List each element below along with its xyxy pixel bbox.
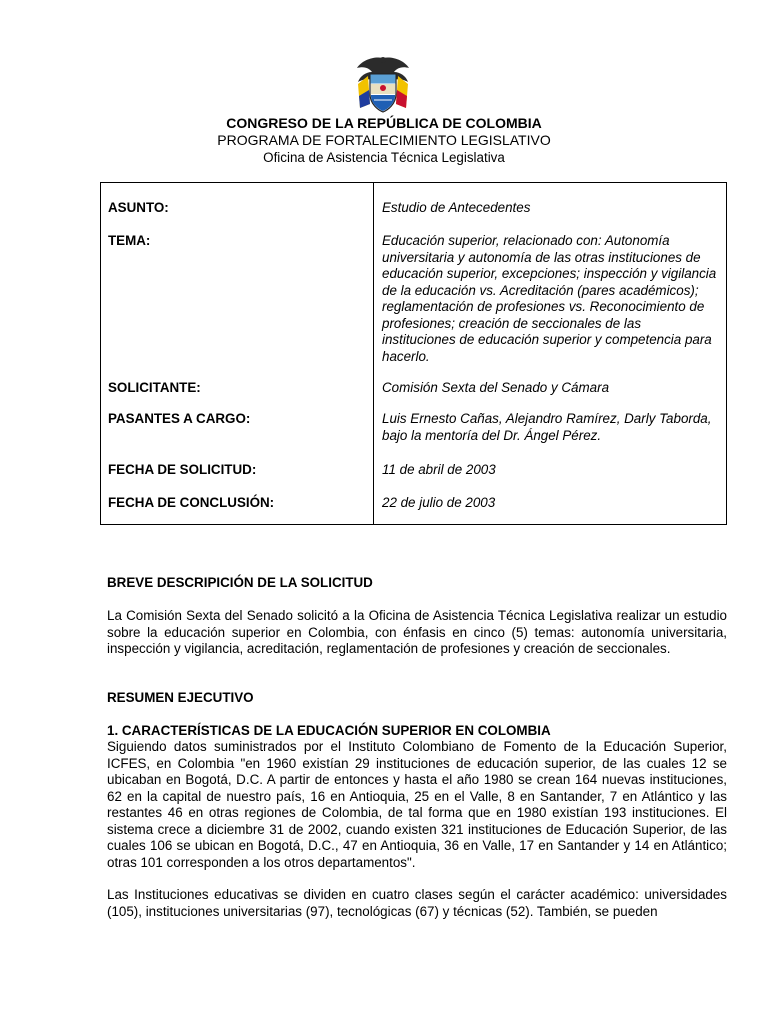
pasantes-label: PASANTES A CARGO: [108, 411, 251, 426]
coat-of-arms-icon [354, 54, 412, 114]
tema-label: TEMA: [108, 233, 151, 248]
section1-paragraph-2: Las Instituciones educativas se dividen en cuatro clases según el carácter académico: universidades (105), instituciones universitarias (97), tecnológicas (67) y técnicas (52). También, se pueden [107, 887, 727, 919]
asunto-label: ASUNTO: [108, 200, 169, 215]
table-divider [373, 183, 374, 524]
resumen-heading: RESUMEN EJECUTIVO [107, 690, 254, 705]
fecha-solicitud-label: FECHA DE SOLICITUD: [108, 462, 257, 477]
asunto-value: Estudio de Antecedentes [382, 200, 531, 215]
solicitante-label: SOLICITANTE: [108, 380, 201, 395]
tema-value: Educación superior, relacionado con: Autonomía universitaria y autonomía de las otras instituciones de educación superior, excepciones; inspección y vigilancia de la educación vs. Acreditación (pares académicos); reglamentación de profesiones vs. Reconocimiento de profesiones; creación de seccionales de las instituciones de educación superior y competencia para hacerlo. [382, 233, 717, 364]
fecha-solicitud-value: 11 de abril de 2003 [382, 462, 496, 477]
office-title: Oficina de Asistencia Técnica Legislativa [263, 150, 505, 165]
pasantes-value: Luis Ernesto Cañas, Alejandro Ramírez, Darly Taborda, bajo la mentoría del Dr. Ángel Pérez. [382, 411, 712, 443]
descripcion-heading: BREVE DESCRIPICIÓN DE LA SOLICITUD [107, 575, 373, 590]
descripcion-paragraph: La Comisión Sexta del Senado solicitó a la Oficina de Asistencia Técnica Legislativa realizar un estudio sobre la educación superior en Colombia, con énfasis en cinco (5) temas: autonomía universitaria, inspección y vigilancia, acreditación, reglamentación de profesiones y creación de seccionales. [107, 608, 727, 656]
program-title: PROGRAMA DE FORTALECIMIENTO LEGISLATIVO [217, 132, 551, 148]
section1-heading: 1. CARACTERÍSTICAS DE LA EDUCACIÓN SUPERIOR EN COLOMBIA [107, 723, 551, 738]
request-info-table [100, 182, 727, 525]
fecha-conclusion-label: FECHA DE CONCLUSIÓN: [108, 495, 275, 510]
fecha-conclusion-value: 22 de julio de 2003 [382, 495, 496, 510]
org-title: CONGRESO DE LA REPÚBLICA DE COLOMBIA [226, 115, 542, 131]
solicitante-value: Comisión Sexta del Senado y Cámara [382, 380, 610, 395]
section1-paragraph: Siguiendo datos suministrados por el Instituto Colombiano de Fomento de la Educación Superior, ICFES, en Colombia "en 1960 existían 29 instituciones de educación superior, de las cuales 12 se ubicaban en Bogotá, D.C. A partir de entonces y hasta el año 1980 se crean 164 nuevas instituciones, 62 en la capital de nuestro país, 16 en Antioquia, 25 en el Valle, 8 en Santander, 7 en Atlántico y las restantes 46 en otras regiones de Colombia, de tal forma que en 1980 existían 193 instituciones. El sistema crece a diciembre 31 de 2002, cuando existen 321 instituciones de Educación Superior, de las cuales 106 se ubican en Bogotá, D.C., 47 en Antioquia, 36 en Valle, 17 en Santander y 14 en Atlántico; otras 101 corresponden a los otros departamentos". [107, 739, 727, 870]
